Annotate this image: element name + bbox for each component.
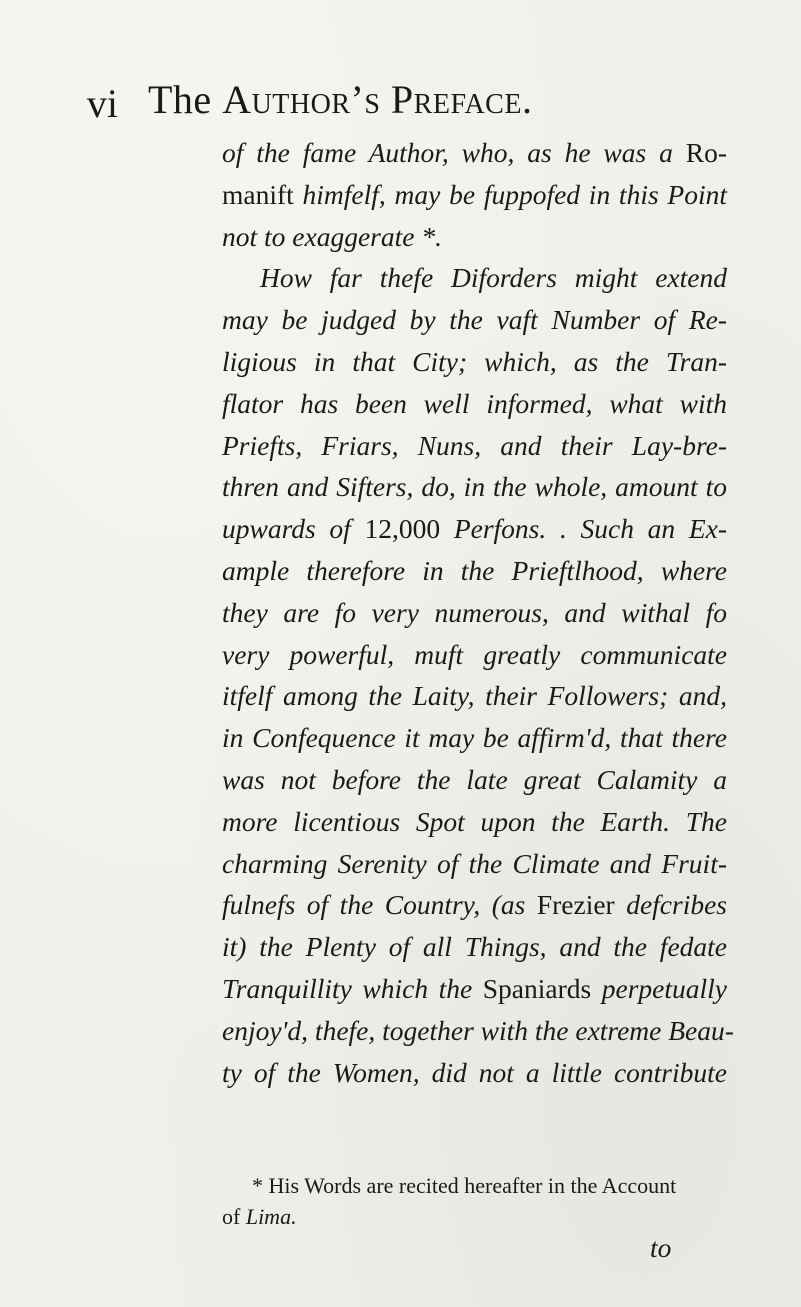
- text-line: [222, 634, 727, 676]
- italic-segment: may be judged by the vaft Number of Re-: [222, 304, 727, 336]
- running-head-author: Author’s: [222, 77, 381, 122]
- italic-segment: they are fo very numerous, and withal fo: [222, 596, 727, 628]
- text-line: [222, 717, 727, 759]
- italic-segment: ty of the Women, did not a little contribute: [222, 1056, 727, 1088]
- italic-segment: defcribes: [626, 889, 727, 921]
- italic-segment: not to exaggerate *.: [222, 220, 442, 252]
- italic-segment: itfelf among the Laity, their Followers; and,: [222, 680, 727, 712]
- text-line: [222, 132, 727, 174]
- roman-segment: Frezier: [536, 889, 627, 921]
- italic-segment: Perfons. . Such an Ex-: [453, 513, 728, 545]
- italic-segment: it) the Plenty of all Things, and the fedate: [222, 931, 727, 963]
- text-line: [222, 592, 727, 634]
- italic-segment: was not before the late great Calamity a: [222, 763, 727, 795]
- text-line: [222, 1010, 734, 1052]
- italic-segment: ligious in that City; which, as the Tran-: [222, 345, 727, 377]
- page-number: vi: [86, 81, 118, 126]
- roman-segment: manift: [222, 178, 303, 210]
- italic-segment: himfelf, may be fuppofed in this Point: [302, 178, 727, 210]
- text-line: [222, 968, 727, 1010]
- italic-segment: How far thefe Diforders might extend: [260, 262, 727, 294]
- text-line: [222, 843, 727, 885]
- italic-segment: in Confequence it may be affirm'd, that there: [222, 722, 727, 754]
- text-line: [222, 299, 727, 341]
- text-line: [222, 801, 727, 843]
- text-line: [222, 466, 727, 508]
- running-head: [148, 76, 748, 124]
- footnote-line-2: [222, 1201, 742, 1232]
- roman-segment: Spaniards: [482, 972, 602, 1004]
- text-line: [222, 174, 727, 216]
- footnote-line-2-prefix: of: [222, 1204, 246, 1229]
- footnote: [222, 1170, 742, 1232]
- running-head-preface: Preface.: [390, 77, 533, 122]
- italic-segment: ample therefore in the Prieftlhood, where: [222, 554, 727, 586]
- text-line: [222, 508, 727, 550]
- text-line: [222, 550, 727, 592]
- italic-segment: charming Serenity of the Climate and Fruit-: [222, 847, 727, 879]
- italic-segment: Tranquillity which the: [222, 972, 483, 1004]
- running-head-pre: The: [148, 77, 223, 122]
- roman-segment: 12,000: [364, 513, 454, 545]
- italic-segment: more licentious Spot upon the Earth. The: [222, 805, 727, 837]
- text-line: [222, 257, 727, 299]
- footnote-line-1: * His Words are recited hereafter in the Account: [252, 1173, 677, 1198]
- italic-segment: of the fame Author, who, as he was a: [222, 137, 686, 168]
- italic-segment: flator has been well informed, what with: [222, 387, 727, 419]
- roman-segment: Ro-: [685, 137, 727, 168]
- text-line: [222, 425, 727, 467]
- text-line: [222, 675, 727, 717]
- catchword: to: [650, 1232, 672, 1263]
- italic-segment: thren and Sifters, do, in the whole, amount to: [222, 471, 727, 503]
- text-line: [222, 1052, 727, 1094]
- text-line: [222, 884, 727, 926]
- italic-segment: perpetually: [601, 972, 727, 1004]
- italic-segment: enjoy'd, thefe, together with the extreme Beau-: [222, 1014, 734, 1046]
- running-head-space: [380, 77, 391, 122]
- text-line: [222, 926, 727, 968]
- text-line: [222, 341, 727, 383]
- text-line: [222, 759, 727, 801]
- italic-segment: upwards of: [222, 513, 365, 545]
- italic-segment: Priefts, Friars, Nuns, and their Lay-bre-: [222, 429, 727, 461]
- text-line: [222, 383, 727, 425]
- text-line: [222, 216, 727, 258]
- footnote-place-name: Lima.: [245, 1204, 297, 1229]
- body-text: [222, 132, 734, 1093]
- italic-segment: very powerful, muft greatly communicate: [222, 638, 727, 670]
- italic-segment: fulnefs of the Country, (as: [222, 889, 537, 921]
